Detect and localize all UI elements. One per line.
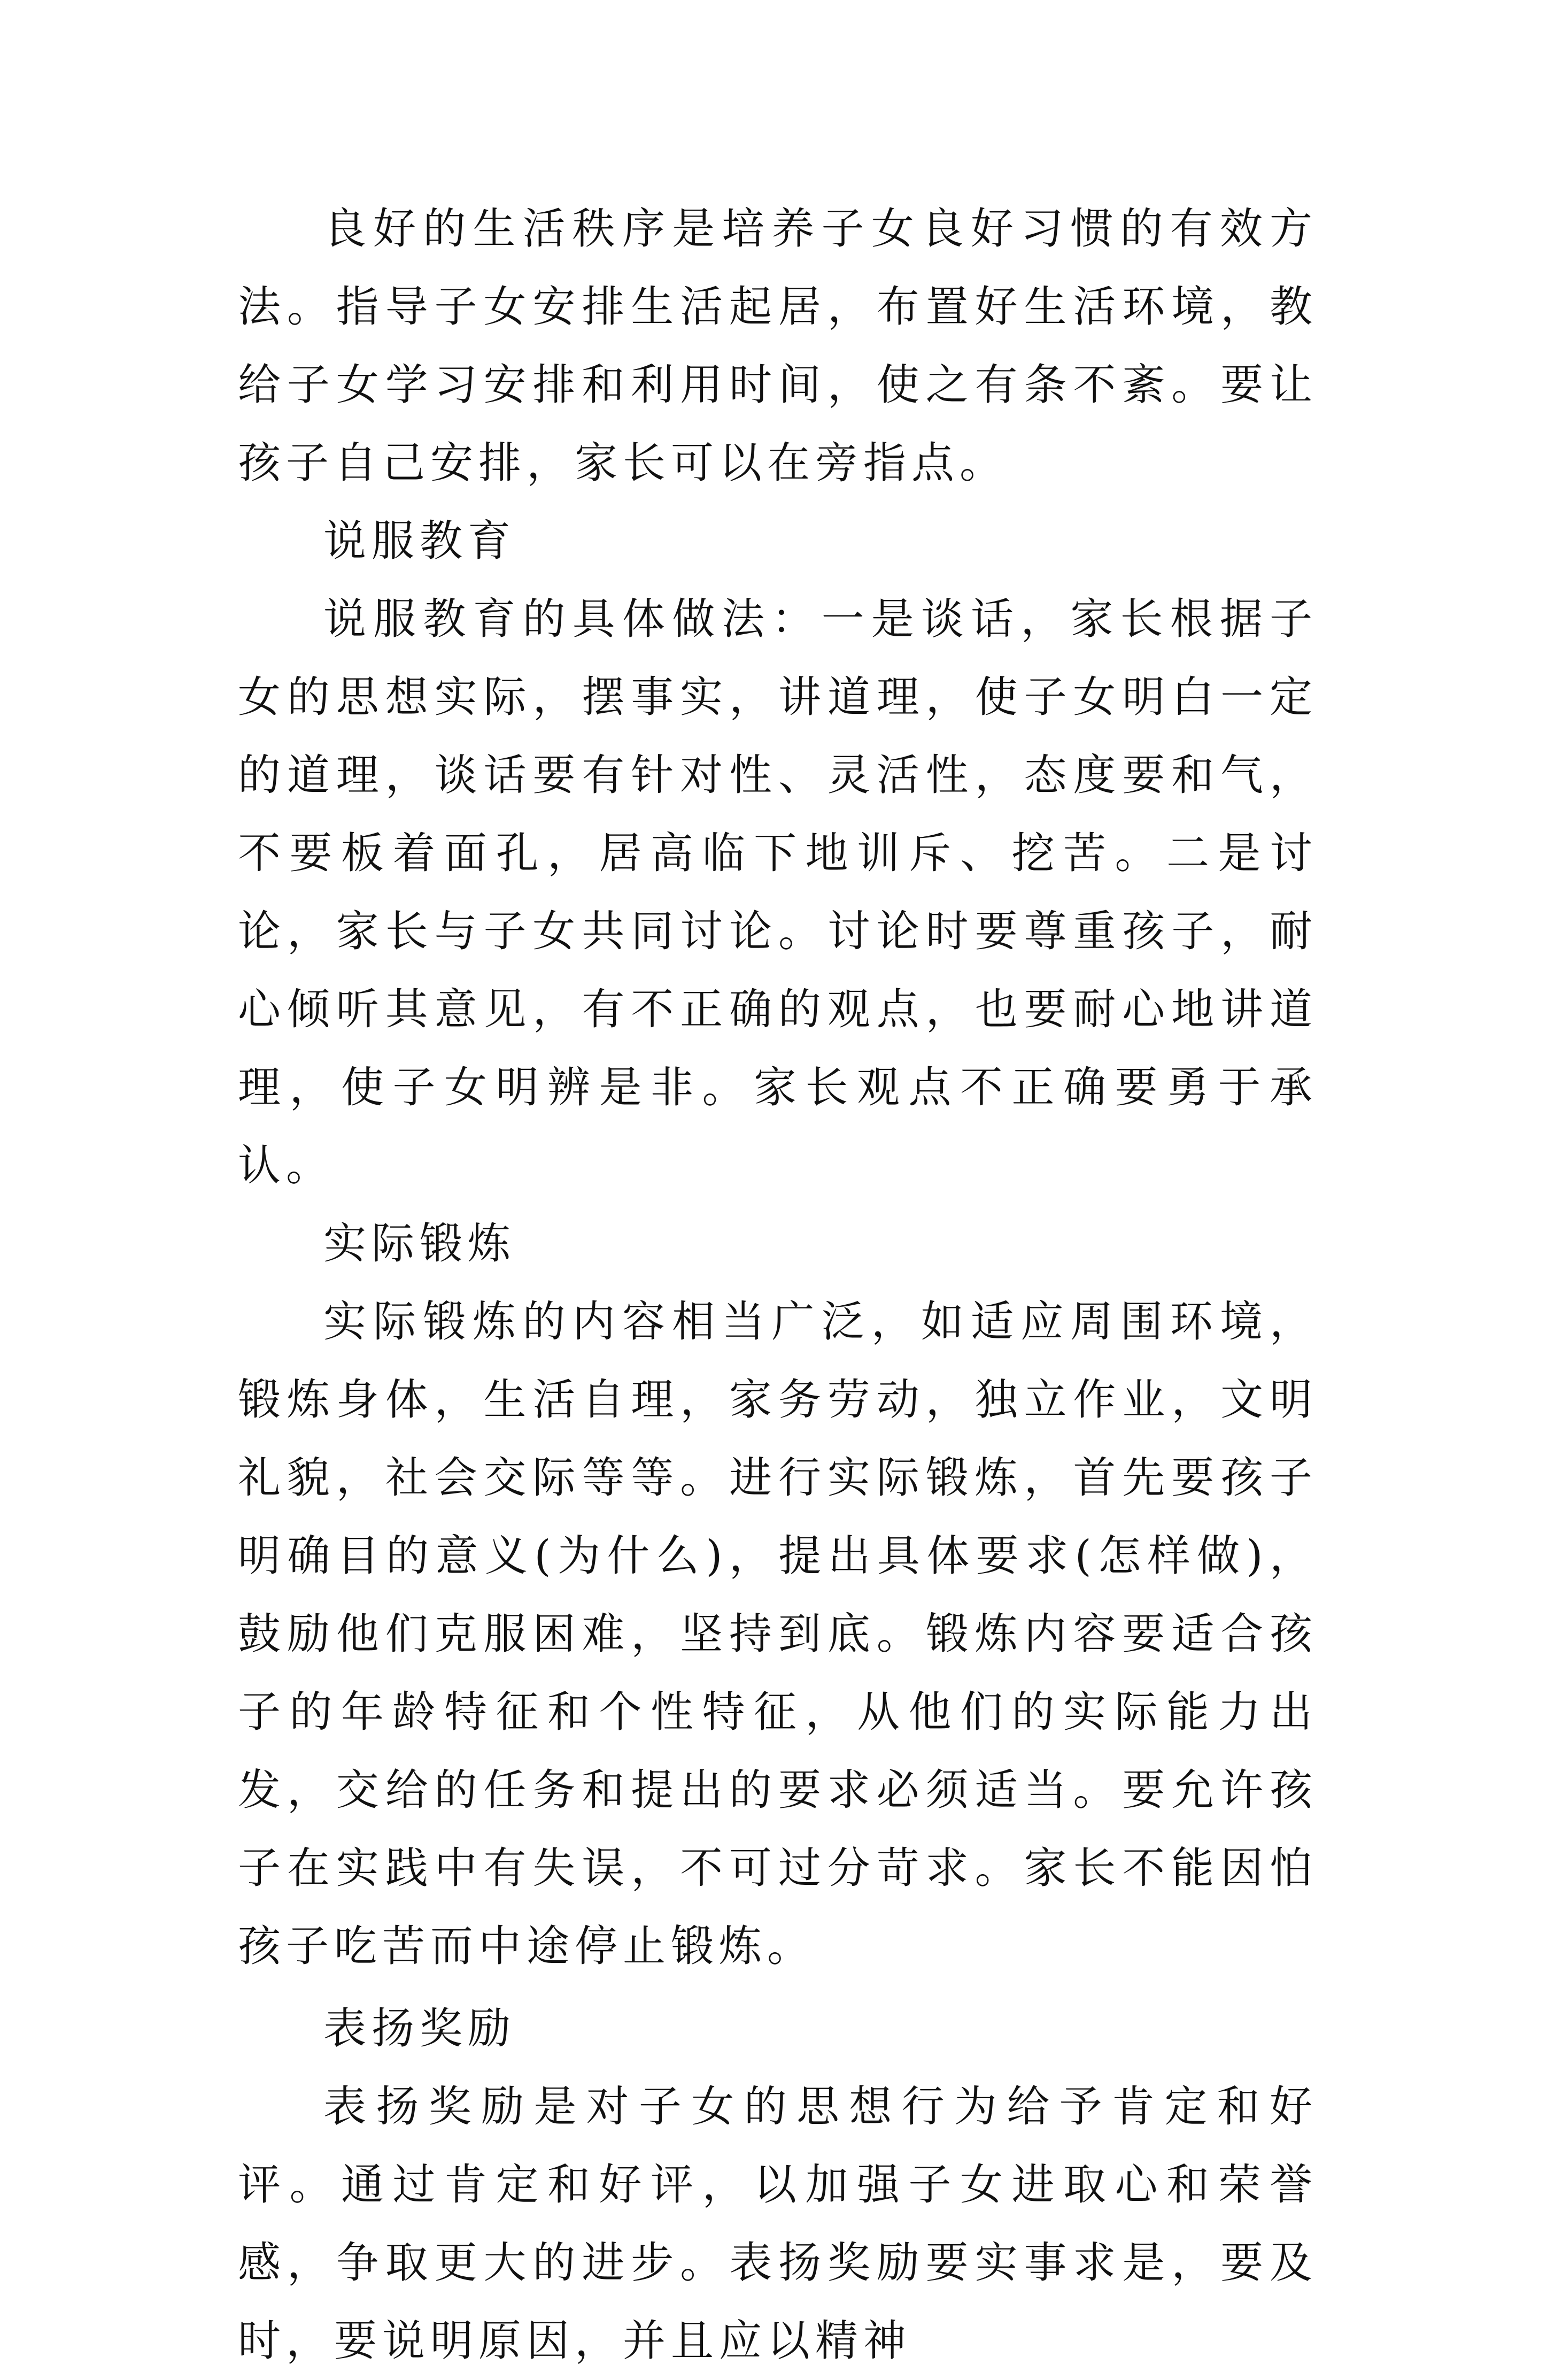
paragraph-practical-training: 实际锻炼的内容相当广泛，如适应周围环境，锻炼身体，生活自理，家务劳动，独立作业，文明礼貌，社会交际等等。进行实际锻炼，首先要孩子明确目的意义(为什么)，提出具体要求(怎样做)，鼓励他们克服困难，坚持到底。锻炼内容要适合孩子的年龄特征和个性特征，从他们的实际能力出发，交给的任务和提出的要求必须适当。要允许孩子在实践中有失误，不可过分苛求。家长不能因怕孩子吃苦而中途停止锻炼。 bbox=[238, 1297, 1318, 1971]
heading-practical-training: 实际锻炼 bbox=[323, 1219, 516, 1268]
paragraph-living-order: 良好的生活秩序是培养子女良好习惯的有效方法。指导子女安排生活起居，布置好生活环境，教给子女学习安排和利用时间，使之有条不紊。要让孩子自己安排，家长可以在旁指点。 bbox=[238, 204, 1318, 488]
heading-persuasion-education: 说服教育 bbox=[323, 516, 516, 566]
spacer bbox=[238, 1985, 1318, 1990]
paragraph-persuasion-education: 说服教育的具体做法：一是谈话，家长根据子女的思想实际，摆事实，讲道理，使子女明白一定的道理，谈话要有针对性、灵活性，态度要和气，不要板着面孔，居高临下地训斥、挖苦。二是讨论，家长与子女共同讨论。讨论时要尊重孩子，耐心倾听其意见，有不正确的观点，也要耐心地讲道理，使子女明辨是非。家长观点不正确要勇于承认。 bbox=[238, 594, 1318, 1190]
document-body bbox=[238, 190, 1318, 2380]
heading-praise-reward: 表扬奖励 bbox=[323, 2004, 516, 2053]
paragraph-praise-reward: 表扬奖励是对子女的思想行为给予肯定和好评。通过肯定和好评，以加强子女进取心和荣誉感，争取更大的进步。表扬奖励要实事求是，要及时，要说明原因，并且应以精神 bbox=[238, 2082, 1318, 2366]
